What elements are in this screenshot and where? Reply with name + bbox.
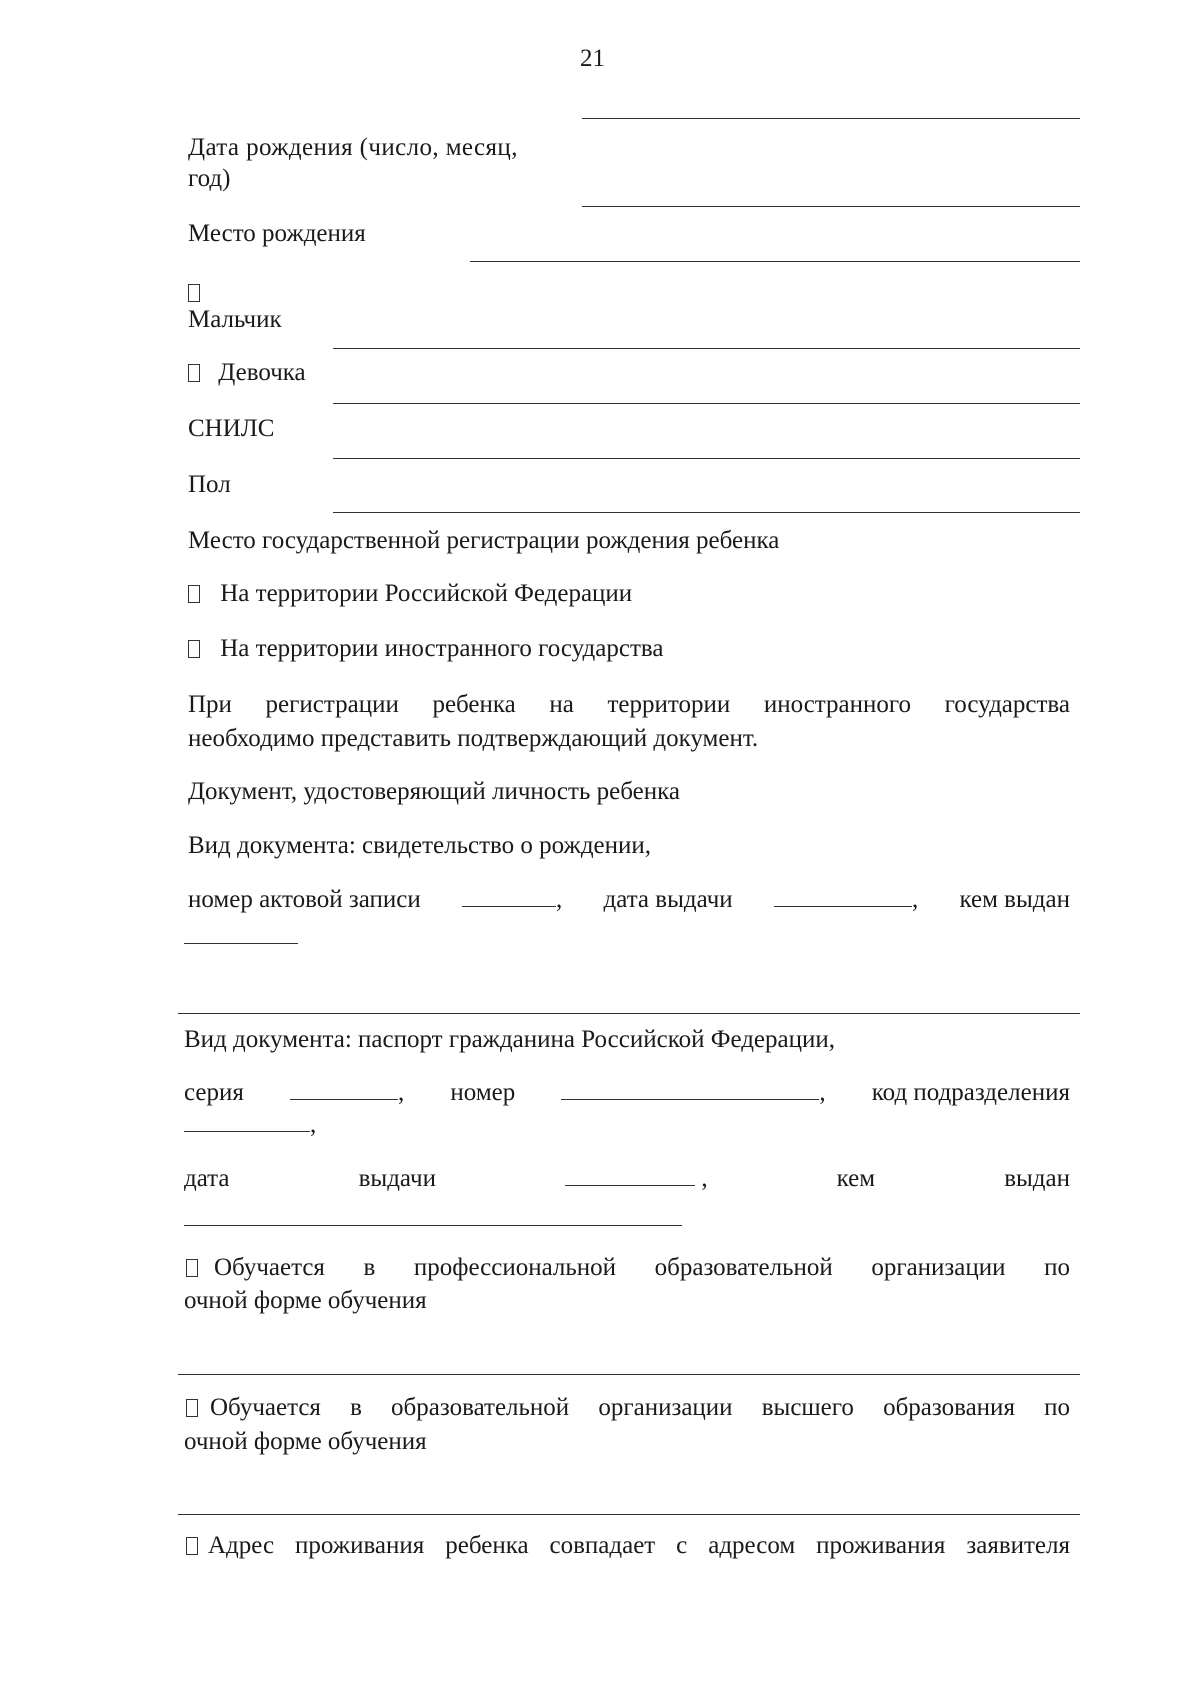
checkbox-icon[interactable] [186,1399,198,1417]
number-label: номер [450,1079,516,1106]
snils-label: СНИЛС [188,415,275,442]
series-label: серия [184,1079,244,1106]
comma: , [819,1079,826,1106]
issue-date-label-2: выдачи [358,1165,436,1192]
checkbox-icon[interactable] [188,284,200,302]
identity-doc-label: Документ, удостоверяющий личность ребенка [188,778,680,805]
prof-edu-field[interactable] [178,1374,1080,1375]
checkbox-icon[interactable] [188,364,200,382]
in-foreign-label: На территории иностранного государства [220,635,664,662]
higher-edu-option[interactable] [186,1393,1070,1423]
page-number: 21 [580,45,605,72]
boy-label: Мальчик [188,306,282,333]
comma: , [556,886,563,913]
in-rf-option[interactable] [188,579,632,609]
birth-place-label: Место рождения [188,220,366,247]
higher-edu-label-cont: очной форме обучения [184,1428,427,1455]
birth-place-field[interactable] [470,261,1080,262]
boy-field[interactable] [333,348,1080,349]
birth-cert-fields-row [188,885,1070,915]
in-rf-label: На территории Российской Федерации [220,580,633,607]
address-match-label: Адрес проживания ребенка совпадает с адресом проживания заявителя [208,1532,1070,1559]
sex-field[interactable] [333,512,1080,513]
higher-edu-field[interactable] [178,1514,1080,1515]
comma: , [911,886,919,913]
prof-edu-label: Обучается в профессиональной образовательной организации по [214,1254,1070,1281]
birth-cert-extra-field[interactable] [178,1013,1080,1014]
birth-date-label-cont: год) [188,165,231,192]
in-foreign-option[interactable] [188,634,663,664]
higher-edu-label: Обучается в образовательной организации высшего образования по [210,1394,1070,1421]
birth-cert-type: Вид документа: свидетельство о рождении, [188,832,652,859]
record-number-label: номер актовой записи [188,886,421,913]
division-code-label: код подразделения [871,1079,1070,1106]
birth-date-field[interactable] [582,206,1080,207]
series-field[interactable] [290,1098,398,1100]
checkbox-icon[interactable] [188,640,200,658]
boy-checkbox[interactable] [188,278,200,308]
prof-edu-option[interactable] [186,1253,1070,1283]
issued-by-label-2: выдан [1004,1165,1070,1192]
checkbox-icon[interactable] [188,585,200,603]
passport-type: Вид документа: паспорт гражданина Российской Федерации, [184,1026,836,1053]
registration-place-label: Место государственной регистрации рождения ребенка [188,527,780,554]
comma: , [310,1111,317,1138]
checkbox-icon[interactable] [186,1537,198,1555]
girl-option[interactable] [188,358,306,388]
address-match-option[interactable] [186,1531,1070,1561]
issue-date-field[interactable] [774,905,912,907]
checkbox-icon[interactable] [186,1259,198,1277]
comma: , [695,1165,708,1192]
record-number-field[interactable] [462,905,556,907]
comma: , [398,1079,405,1106]
division-code-row [184,1110,316,1140]
snils-field[interactable] [333,458,1080,459]
passport-issue-date-field[interactable] [565,1184,695,1186]
foreign-note-line-2: необходимо представить подтверждающий документ. [188,725,759,752]
issue-date-label: дата [184,1165,230,1192]
birth-date-label: Дата рождения (число, месяц, [188,134,518,161]
division-code-field[interactable] [184,1130,310,1132]
sex-label: Пол [188,471,231,498]
issued-by-field[interactable] [184,943,298,944]
issued-by-label: кем [836,1165,876,1192]
passport-issued-by-field[interactable] [184,1225,682,1226]
prof-edu-label-cont: очной форме обучения [184,1287,427,1314]
number-field[interactable] [561,1098,819,1100]
foreign-note-line-1: При регистрации ребенка на территории иностранного государства [188,691,1070,718]
passport-fields-row [184,1078,1070,1108]
issued-by-label: кем выдан [959,886,1070,913]
birth-date-field-top-line[interactable] [582,118,1080,119]
issue-date-label: дата выдачи [603,886,733,913]
girl-field[interactable] [333,403,1080,404]
passport-issue-row [184,1164,1070,1194]
girl-label: Девочка [218,359,306,386]
